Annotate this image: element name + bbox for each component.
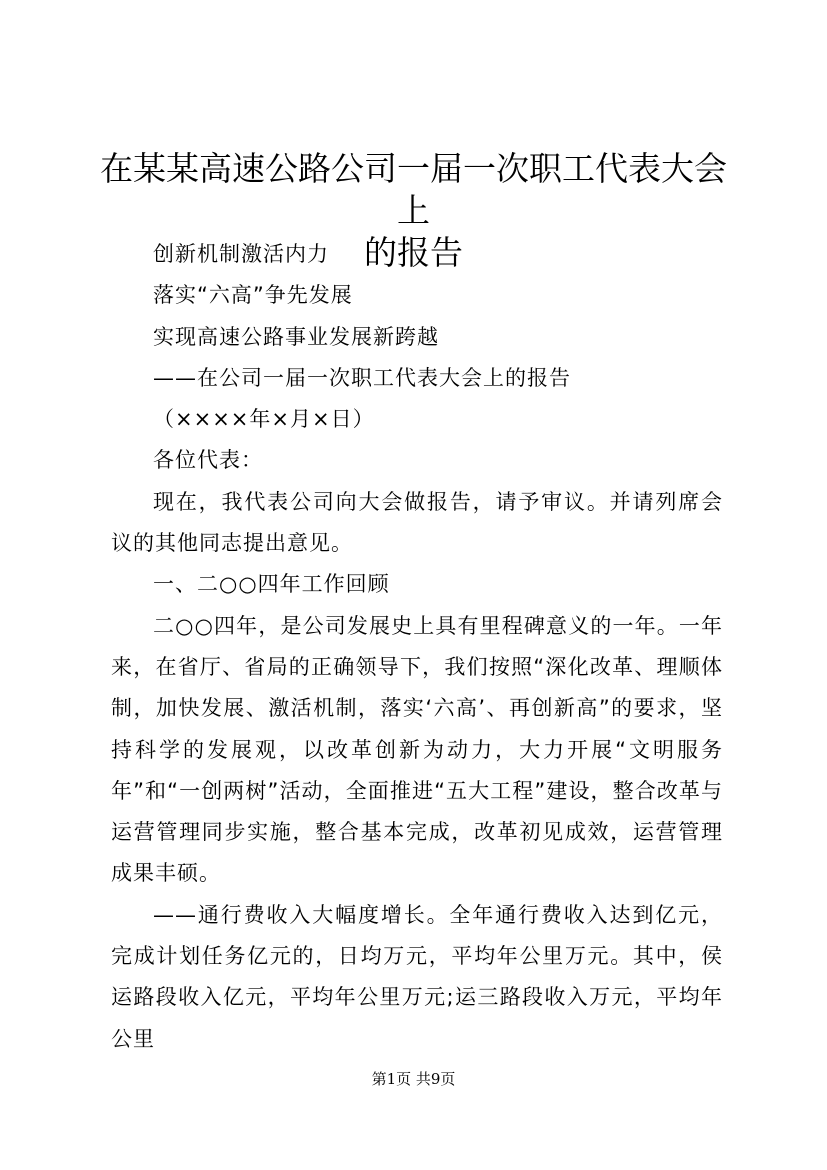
page-footer: 第1页 共9页	[371, 1070, 456, 1088]
salutation: 各位代表：	[153, 448, 263, 473]
subtitle-line-3: 实现高速公路事业发展新跨越	[153, 324, 439, 349]
review-paragraph: 二○○四年，是公司发展史上具有里程碑意义的一年。一年来，在省厅、省局的正确领导下，我们按照“深化改革、理顺体制，加快发展、激活机制，落实‘六高’、再创新高”的要求，坚持科学的发展观，以改革创新为动力，大力开展“文明服务年”和“一创两树”活动，全面推进“五大工程”建设，整合改革与运营管理同步实施，整合基本完成，改革初见成效，运营管理成果丰硕。	[111, 613, 723, 886]
title-line-1: 在某某高速公路公司一届一次职工代表大会上	[100, 149, 727, 230]
document-body	[111, 234, 723, 1060]
title-line-2: 的报告	[364, 233, 463, 272]
section-heading: 一、二○○四年工作回顾	[153, 572, 390, 597]
subtitle-line-1: 创新机制激活内力	[153, 242, 329, 266]
report-date: （××××年×月×日）	[153, 407, 375, 432]
intro-paragraph: 现在，我代表公司向大会做报告，请予审议。并请列席会议的其他同志提出意见。	[111, 489, 723, 556]
toll-revenue-paragraph: ——通行费收入大幅度增长。全年通行费收入达到亿元，完成计划任务亿元的，日均万元，平均年公里万元。其中，侯运路段收入亿元，平均年公里万元;运三路段收入万元，平均年公里	[111, 902, 723, 1051]
subtitle-line-2: 落实“六高”争先发展	[153, 283, 353, 308]
report-byline: ——在公司一届一次职工代表大会上的报告	[153, 365, 571, 390]
